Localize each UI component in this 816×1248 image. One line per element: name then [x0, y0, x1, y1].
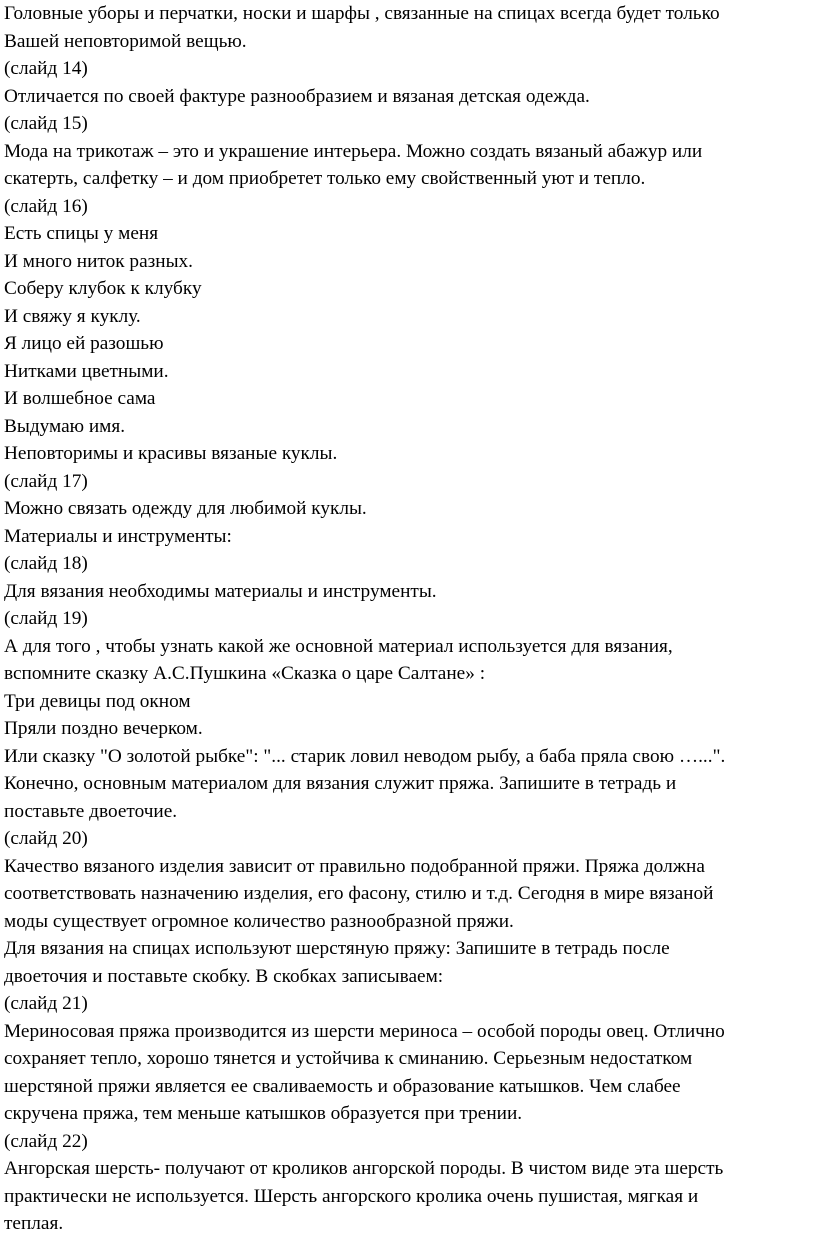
text-line: поставьте двоеточие. — [4, 800, 178, 822]
document-body — [4, 0, 812, 1238]
slide-marker: (слайд 21) — [4, 993, 88, 1014]
text-line: сохраняет тепло, хорошо тянется и устойчива к сминанию. Серьезным недостатком — [4, 1048, 693, 1069]
text-line: моды существует огромное количество разнообразной пряжи. — [4, 910, 514, 932]
poem-line: Три девицы под окном — [4, 690, 191, 712]
text-line: скручена пряжа, тем меньше катышков образуется при трении. — [4, 1103, 523, 1124]
slide-marker: (слайд 22) — [4, 1130, 88, 1152]
text-line: А для того , чтобы узнать какой же основной материал используется для вязания, — [4, 635, 673, 657]
text-line: Качество вязаного изделия зависит от правильно подобранной пряжи. Пряжа должна — [4, 855, 705, 877]
slide-marker: (слайд 17) — [4, 470, 88, 492]
poem-line: Пряли поздно вечерком. — [4, 718, 203, 739]
text-line: скатерть, салфетку – и дом приобретет только ему свойственный уют и тепло. — [4, 168, 646, 189]
text-line: Головные уборы и перчатки, носки и шарфы , связанные на спицах всегда будет только — [4, 3, 720, 24]
text-line: Или сказку "О золотой рыбке": "... старик ловил неводом рыбу, а баба пряла свою …...". — [4, 745, 726, 767]
poem-line: И волшебное сама — [4, 388, 156, 409]
text-line: Мода на трикотаж – это и украшение интерьера. Можно создать вязаный абажур или — [4, 140, 703, 162]
text-line: Можно связать одежду для любимой куклы. — [4, 498, 367, 519]
text-line: соответствовать назначению изделия, его фасону, стилю и т.д. Сегодня в мире вязаной — [4, 883, 714, 904]
text-line: вспомните сказку А.С.Пушкина «Сказка о царе Салтане» : — [4, 663, 486, 684]
text-line: теплая. — [4, 1213, 64, 1234]
slide-marker: (слайд 15) — [4, 113, 88, 134]
text-line: Ангорская шерсть- получают от кроликов ангорской породы. В чистом виде эта шерсть — [4, 1158, 724, 1179]
text-line: Для вязания на спицах используют шерстяную пряжу: Запишите в тетрадь после — [4, 938, 670, 959]
slide-marker: (слайд 16) — [4, 195, 88, 217]
poem-line: Я лицо ей разошью — [4, 333, 164, 354]
text-line: шерстяной пряжи является ее сваливаемость и образование катышков. Чем слабее — [4, 1075, 681, 1097]
text-line: Мериносовая пряжа производится из шерсти мериноса – особой породы овец. Отлично — [4, 1020, 725, 1042]
slide-marker: (слайд 20) — [4, 828, 88, 849]
text-line: Конечно, основным материалом для вязания служит пряжа. Запишите в тетрадь и — [4, 773, 677, 794]
text-line: Вашей неповторимой вещью. — [4, 30, 247, 52]
poem-line: Выдумаю имя. — [4, 415, 126, 437]
poem-line: Нитками цветными. — [4, 360, 169, 382]
text-line: Отличается по своей фактуре разнообразием и вязаная детская одежда. — [4, 85, 590, 107]
section-heading: Материалы и инструменты: — [4, 525, 232, 547]
poem-line: Есть спицы у меня — [4, 223, 159, 244]
text-line: практически не используется. Шерсть ангорского кролика очень пушистая, мягкая и — [4, 1185, 699, 1207]
text-line: двоеточия и поставьте скобку. В скобках записываем: — [4, 965, 444, 987]
slide-marker: (слайд 14) — [4, 58, 88, 79]
poem-line: И много ниток разных. — [4, 250, 193, 272]
slide-marker: (слайд 19) — [4, 608, 88, 629]
text-line: Неповторимы и красивы вязаные куклы. — [4, 443, 338, 464]
poem-line: Соберу клубок к клубку — [4, 278, 202, 299]
poem-line: И свяжу я куклу. — [4, 305, 141, 327]
text-line: Для вязания необходимы материалы и инструменты. — [4, 580, 437, 602]
slide-marker: (слайд 18) — [4, 553, 88, 574]
